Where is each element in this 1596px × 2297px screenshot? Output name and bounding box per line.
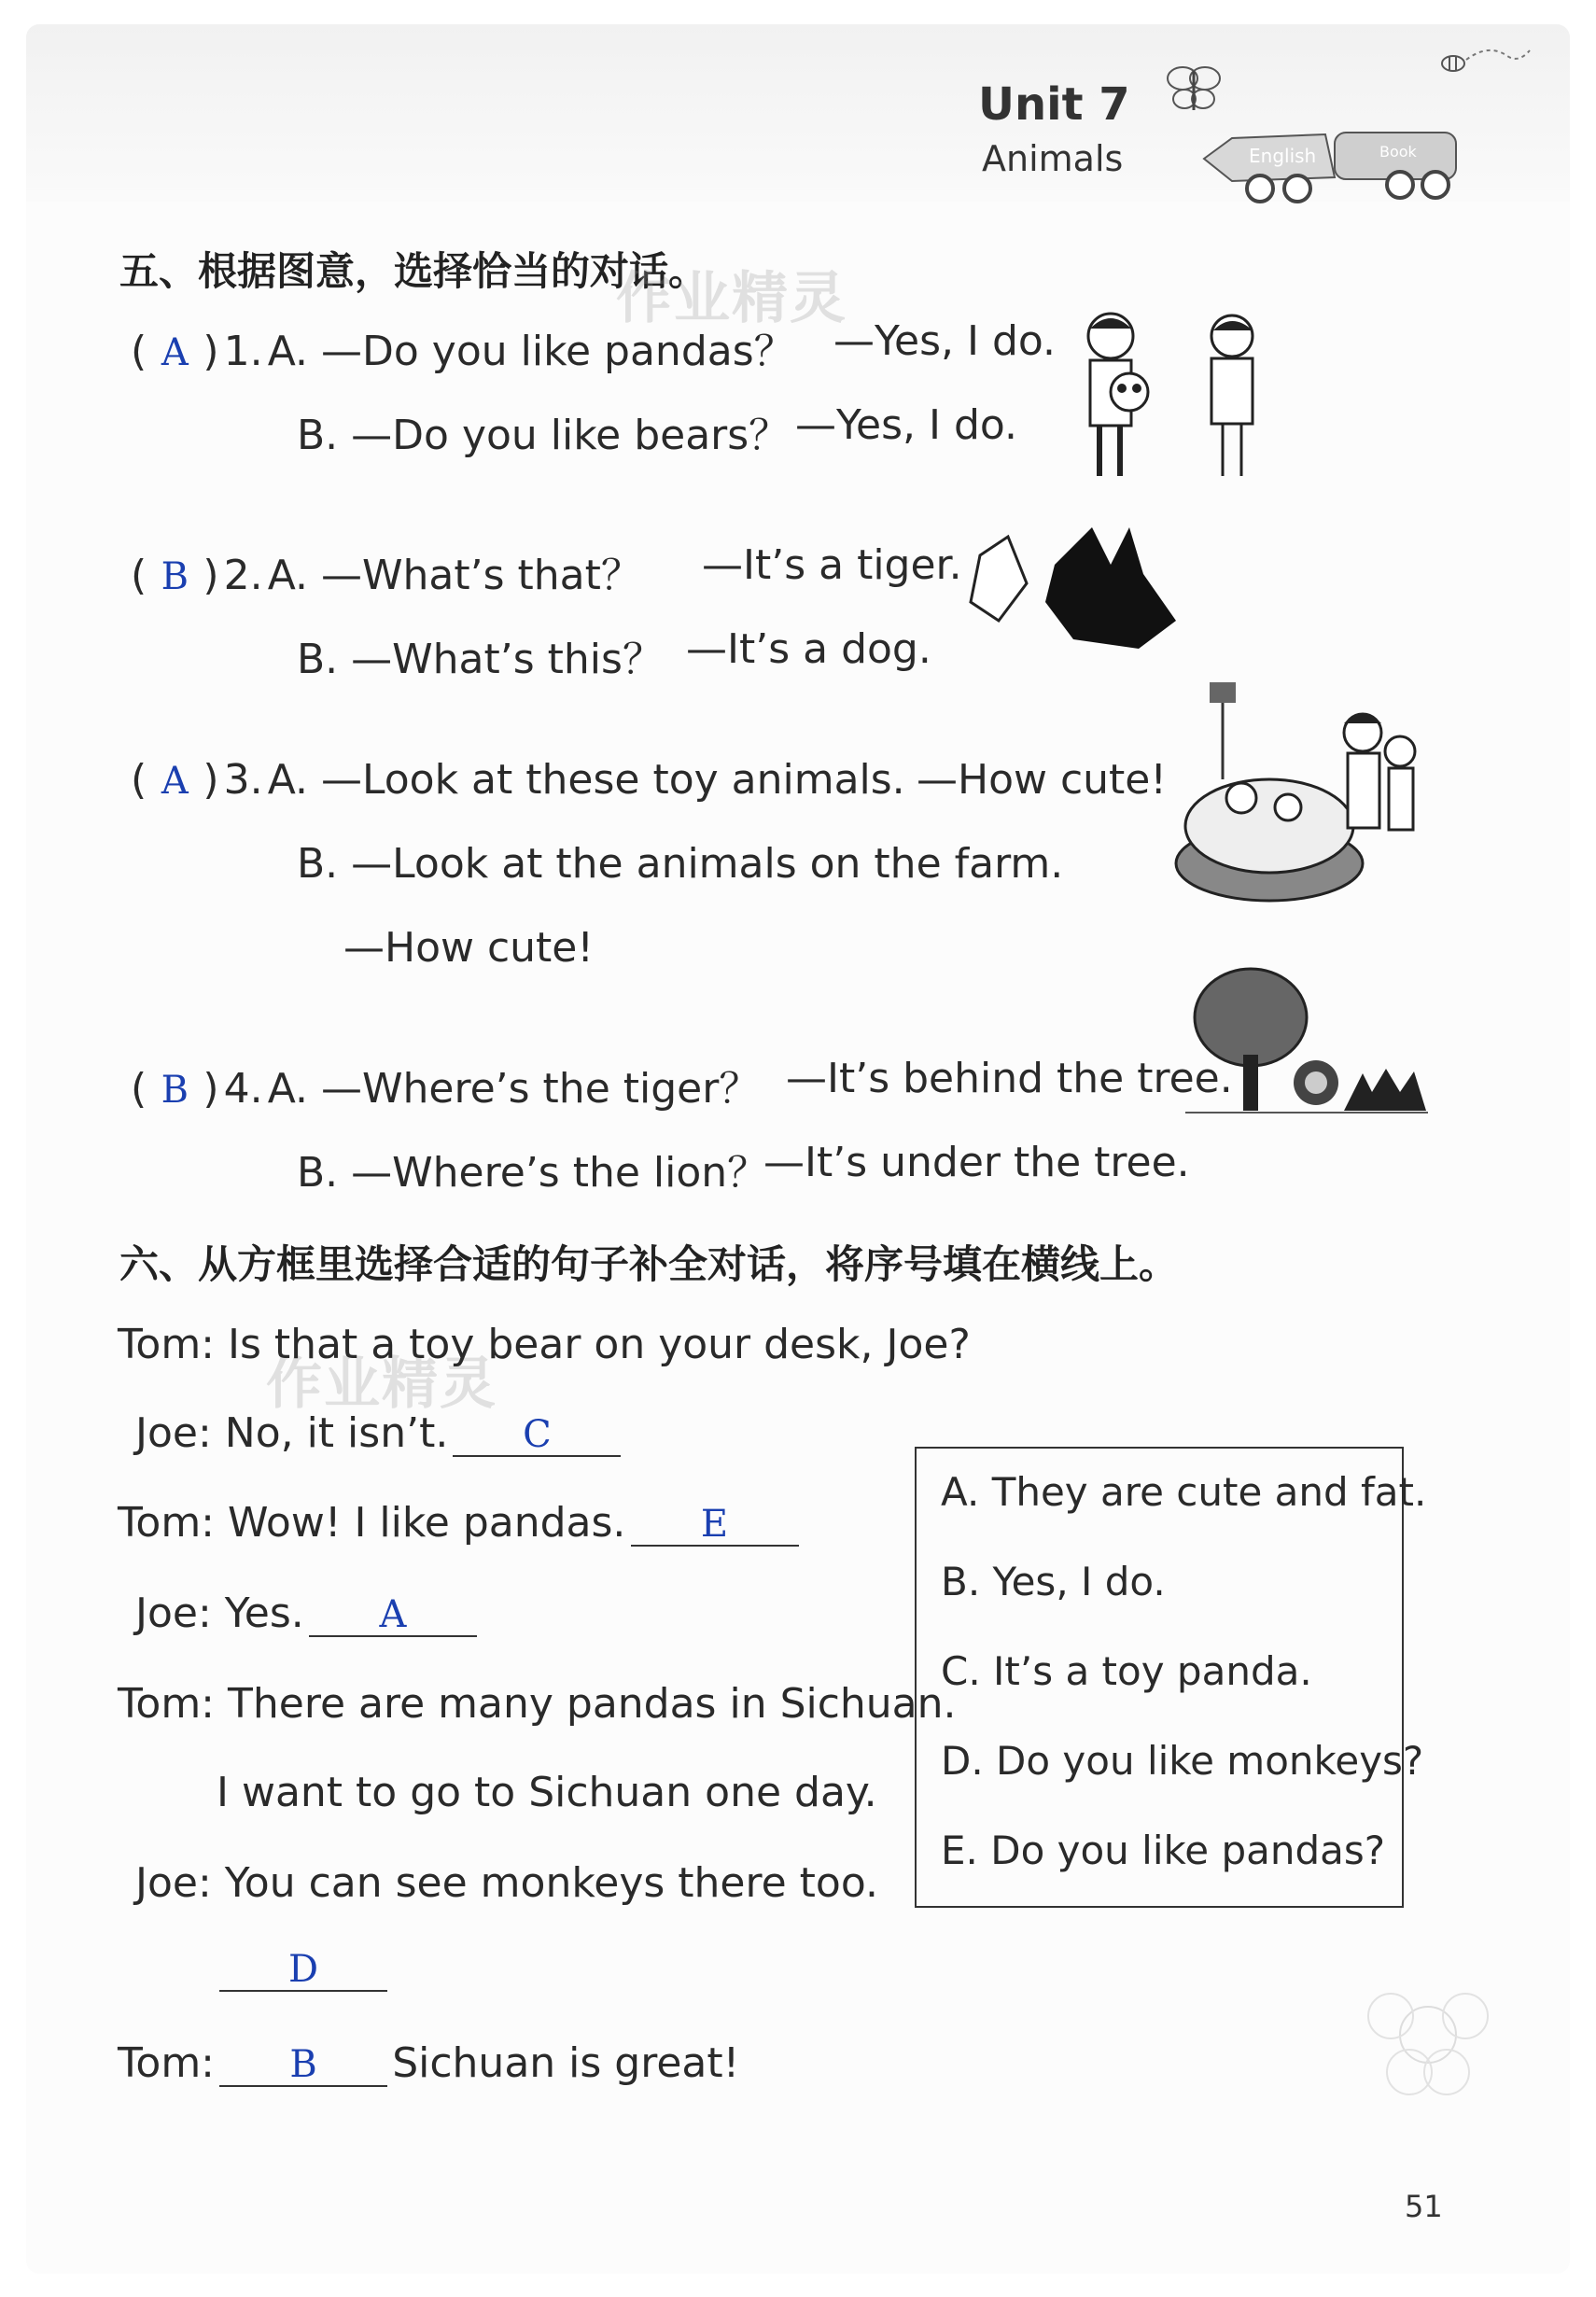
- option-c: C. It’s a toy panda.: [941, 1648, 1312, 1694]
- answer-4: B: [161, 1069, 189, 1112]
- section5-title: 五、根据图意，选择恰当的对话。: [119, 248, 708, 294]
- blank-4[interactable]: D: [219, 1949, 387, 1992]
- children-panda-illustration: [1073, 308, 1279, 485]
- option-a: A. They are cute and fat.: [941, 1469, 1427, 1515]
- blank-3[interactable]: A: [309, 1594, 477, 1637]
- options-box: [915, 1447, 1427, 1908]
- q1-b-question: B. —Do you like bears？: [297, 412, 791, 459]
- dialog-line-8: [219, 1949, 387, 1992]
- question-3: ( A ) 3. A. —Look at these toy animals.: [131, 756, 905, 804]
- blank-1[interactable]: C: [453, 1414, 621, 1457]
- q2-b-response: —It’s a dog.: [686, 625, 931, 673]
- q3-a-response: —How cute!: [917, 756, 1168, 804]
- page-number: 51: [1405, 2189, 1443, 2224]
- q3-b-response: —How cute!: [343, 924, 595, 972]
- q1-b-response: —Yes, I do.: [795, 401, 1018, 449]
- tree-lion-illustration: [1185, 961, 1428, 1120]
- q4-a-response: —It’s behind the tree.: [786, 1055, 1233, 1102]
- dialog-line-7: Joe: You can see monkeys there too.: [135, 1859, 878, 1907]
- unit-topic: Animals: [982, 138, 1124, 179]
- flower-decoration-icon: [1307, 1941, 1549, 2147]
- answer-2: B: [161, 555, 189, 598]
- q3-b-question: B. —Look at the animals on the farm.: [297, 840, 1064, 888]
- q2-b-question: B. —What’s this？: [297, 636, 664, 683]
- svg-text:English: English: [1249, 145, 1317, 167]
- answer-1: A: [161, 331, 189, 374]
- unit-title: Unit 7: [978, 78, 1130, 131]
- dialog-line-3: Tom: Wow! I like pandas. E: [118, 1499, 799, 1547]
- q1-a-response: —Yes, I do.: [833, 317, 1057, 365]
- q4-b-question: B. —Where’s the lion？: [297, 1149, 769, 1197]
- q4-b-response: —It’s under the tree.: [763, 1139, 1190, 1186]
- dialog-line-9: Tom: B Sichuan is great!: [118, 2039, 740, 2087]
- blank-2[interactable]: E: [631, 1504, 799, 1547]
- watermark-2: 作业精灵: [266, 1352, 497, 1417]
- dialog-line-6: I want to go to Sichuan one day.: [217, 1769, 877, 1816]
- dialog-line-1: Tom: Is that a toy bear on your desk, Joe?: [118, 1321, 971, 1368]
- question-2: ( B ) 2. A. —What’s that？: [131, 552, 642, 599]
- dialog-line-5: Tom: There are many pandas in Sichuan.: [118, 1680, 957, 1728]
- butterfly-icon: [1162, 58, 1227, 116]
- watermark: 作业精灵: [616, 266, 847, 331]
- dialog-line-4: Joe: Yes. A: [135, 1590, 477, 1637]
- option-d: D. Do you like monkeys?: [941, 1738, 1424, 1784]
- bee-icon: [1433, 37, 1535, 84]
- option-b: B. Yes, I do.: [941, 1559, 1166, 1604]
- question-4: ( B ) 4. A. —Where’s the tiger？: [131, 1065, 761, 1113]
- q2-a-response: —It’s a tiger.: [702, 541, 962, 589]
- question-1: ( A ) 1. A. —Do you like pandas？: [131, 328, 795, 375]
- dialog-line-2: Joe: No, it isn’t. C: [135, 1409, 621, 1457]
- toy-animals-illustration: [1167, 677, 1428, 910]
- book-car-icon: [1195, 121, 1484, 215]
- shadow-dog-illustration: [952, 518, 1185, 658]
- blank-5[interactable]: B: [219, 2044, 387, 2087]
- answer-3: A: [161, 760, 189, 803]
- svg-text:Book: Book: [1379, 143, 1417, 161]
- section6-title: 六、从方框里选择合适的句子补全对话，将序号填在横线上。: [119, 1241, 1179, 1287]
- option-e: E. Do you like pandas?: [941, 1828, 1386, 1873]
